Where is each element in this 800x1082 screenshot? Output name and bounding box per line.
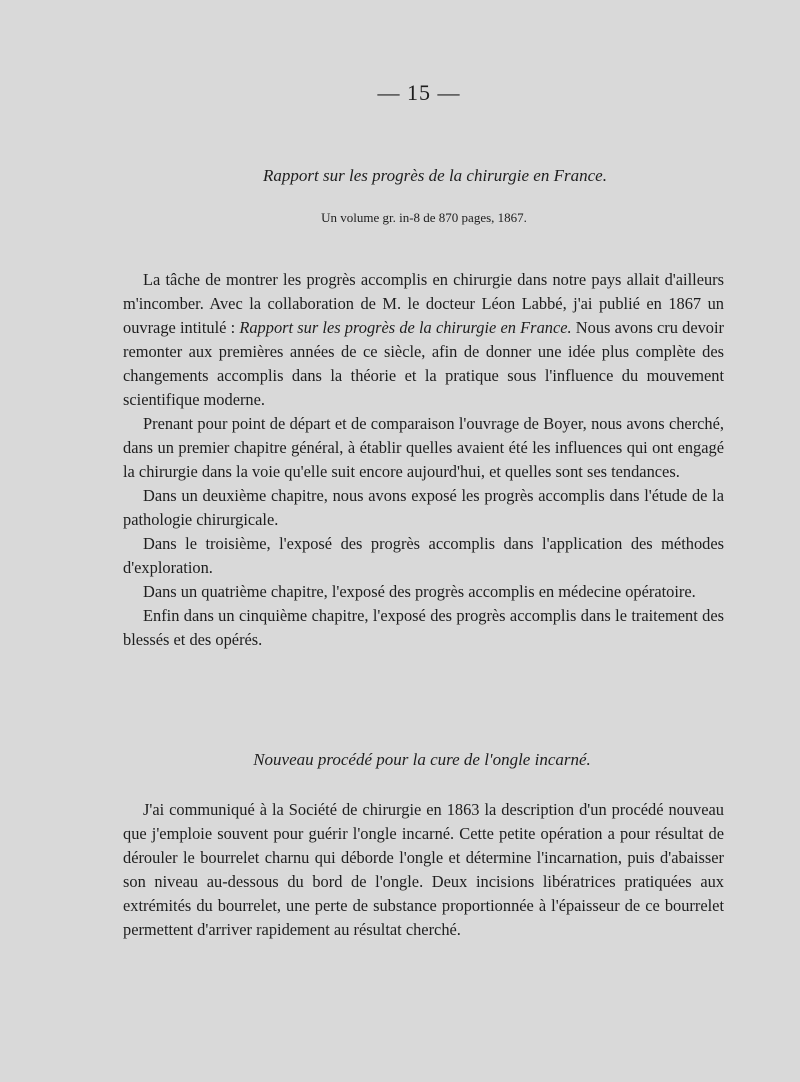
paragraph [123, 268, 724, 412]
paragraph: Dans un quatrième chapitre, l'exposé des progrès accomplis en médecine opératoire. [143, 582, 696, 601]
page-number: — 15 — [377, 80, 461, 105]
paragraph: J'ai communiqué à la Société de chirurgie en 1863 la description d'un procédé nouveau que j'emploie souvent pour guérir l'ongle incarné. Cette petite opération a pour résultat de dérouler le bourrelet charnu qui déborde l'ongle et détermine l'incarnation, puis d'abaisser son niveau au-dessous du bord de l'ongle. Deux incisions libératrices pratiquées aux extrémités du bourrelet, une perte de substance proportionnée à l'épaisseur de ce bourrelet permettent d'arriver rapidement au résultat cherché. [123, 800, 724, 939]
book-title-italic: Rapport sur les progrès de la chirurgie en France. [239, 318, 572, 337]
paragraph-text: Nous avons cru devoir remonter aux premières années de ce siècle, afin de donner une idée plus complète des changements accomplis dans la théorie et la pratique sous l'influence du mouvement scientifique moderne. [123, 318, 724, 409]
paragraph: Enfin dans un cinquième chapitre, l'exposé des progrès accomplis dans le traitement des blessés et des opérés. [123, 606, 724, 649]
paragraph: Dans un deuxième chapitre, nous avons exposé les progrès accomplis dans l'étude de la pathologie chirurgicale. [123, 486, 724, 529]
paragraph: Prenant pour point de départ et de comparaison l'ouvrage de Boyer, nous avons cherché, dans un premier chapitre général, à établir quelles avaient été les influences qui ont engagé la chirurgie dans la voie qu'elle suit encore aujourd'hui, et quelles sont ses tendances. [123, 414, 724, 481]
section-subtitle-volume: Un volume gr. in-8 de 870 pages, 1867. [321, 210, 527, 225]
paragraph: Dans le troisième, l'exposé des progrès accomplis dans l'application des méthodes d'exploration. [123, 534, 724, 577]
paragraph-text: La tâche de montrer les progrès accomplis en chirurgie dans notre pays allait d'ailleurs m'incomber. Avec la collaboration de M. le docteur Léon Labbé, j'ai publié en 1867 un ouvrage intitulé : [123, 270, 724, 337]
section-body-rapport [123, 268, 724, 652]
section-title-rapport: Rapport sur les progrès de la chirurgie en France. [263, 166, 607, 185]
section-title-ongle: Nouveau procédé pour la cure de l'ongle incarné. [253, 750, 591, 769]
section-body-ongle [123, 798, 724, 942]
